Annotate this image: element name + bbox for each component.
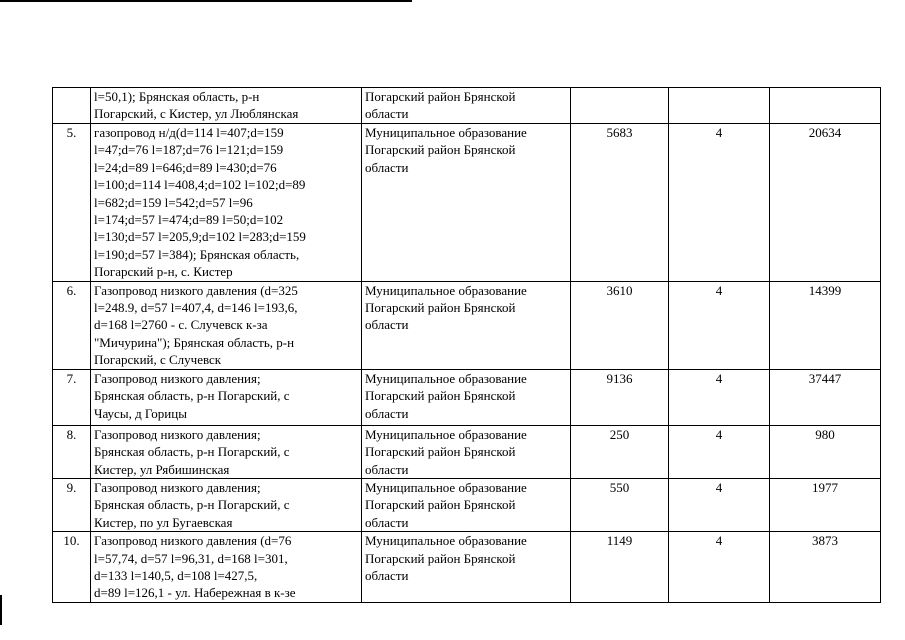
description-line: Погарский р-н, с. Кистер <box>94 264 233 280</box>
row-number: 5. <box>53 124 91 282</box>
top-rule <box>0 0 412 2</box>
category-cell <box>669 88 770 124</box>
description-line: l=24;d=89 l=646;d=89 l=430;d=76 <box>94 159 277 175</box>
owner-line: Муниципальное образование <box>365 125 527 140</box>
owner-line: Погарский район Брянской <box>365 89 516 104</box>
description-line: Газопровод низкого давления (d=325 <box>94 282 298 298</box>
length-cell: 9136 <box>571 369 669 425</box>
owner-line: Погарский район Брянской <box>365 550 516 566</box>
description-line: l=130;d=57 l=205,9;d=102 l=283;d=159 <box>94 229 306 245</box>
pipeline-description <box>91 532 362 603</box>
category-cell: 4 <box>669 478 770 531</box>
description-line: l=47;d=76 l=187;d=76 l=121;d=159 <box>94 142 284 158</box>
owner-line: области <box>365 159 409 175</box>
value-cell: 20634 <box>770 124 881 282</box>
length-cell <box>571 88 669 124</box>
value-cell: 14399 <box>770 281 881 369</box>
owner-cell <box>362 88 571 124</box>
owner-line: области <box>365 567 409 583</box>
table-row <box>53 478 881 531</box>
owner-line: Муниципальное образование <box>365 282 527 298</box>
description-line: l=50,1); Брянская область, р-н <box>94 89 260 104</box>
description-line: Погарский, с Кистер, ул Люблянская <box>94 106 299 122</box>
owner-line: области <box>365 317 409 333</box>
table-row <box>53 88 881 124</box>
owner-line: Муниципальное образование <box>365 370 527 386</box>
pipeline-description <box>91 88 362 124</box>
table-row <box>53 369 881 425</box>
description-line: Кистер, по ул Бугаевская <box>94 514 233 530</box>
description-line: Чаусы, д Горицы <box>94 405 187 421</box>
description-line: l=57,74, d=57 l=96,31, d=168 l=301, <box>94 550 288 566</box>
owner-cell <box>362 369 571 425</box>
owner-line: Погарский район Брянской <box>365 142 516 158</box>
description-line: d=168 l=2760 - с. Случевск к-за <box>94 317 268 333</box>
owner-line: области <box>365 514 409 530</box>
length-cell: 250 <box>571 425 669 478</box>
category-cell: 4 <box>669 281 770 369</box>
pipeline-description <box>91 281 362 369</box>
owner-cell <box>362 124 571 282</box>
category-cell: 4 <box>669 124 770 282</box>
registry-body <box>53 88 881 603</box>
owner-line: Погарский район Брянской <box>365 444 516 460</box>
category-cell: 4 <box>669 425 770 478</box>
owner-cell <box>362 281 571 369</box>
owner-line: Муниципальное образование <box>365 479 527 495</box>
owner-line: области <box>365 106 409 122</box>
owner-line: Погарский район Брянской <box>365 300 516 316</box>
description-line: d=89 l=126,1 - ул. Набережная в к-зе <box>94 585 296 601</box>
description-line: Брянская область, р-н Погарский, с <box>94 388 290 404</box>
value-cell: 3873 <box>770 532 881 603</box>
description-line: Брянская область, р-н Погарский, с <box>94 444 290 460</box>
row-number: 9. <box>53 478 91 531</box>
length-cell: 550 <box>571 478 669 531</box>
description-line: Газопровод низкого давления; <box>94 370 261 386</box>
owner-cell <box>362 425 571 478</box>
description-line: Кистер, ул Рябишинская <box>94 461 230 477</box>
table-row <box>53 532 881 603</box>
value-cell: 980 <box>770 425 881 478</box>
row-number: 8. <box>53 425 91 478</box>
value-cell <box>770 88 881 124</box>
pipeline-description <box>91 478 362 531</box>
table-row <box>53 124 881 282</box>
description-line: Погарский, с Случевск <box>94 352 222 368</box>
description-line: Газопровод низкого давления; <box>94 426 261 442</box>
description-line: l=682;d=159 l=542;d=57 l=96 <box>94 194 253 210</box>
page-edge-mark <box>0 595 2 625</box>
description-line: l=174;d=57 l=474;d=89 l=50;d=102 <box>94 212 284 228</box>
row-number: 10. <box>53 532 91 603</box>
owner-cell <box>362 478 571 531</box>
gas-pipeline-registry-table <box>52 87 881 603</box>
description-line: Газопровод низкого давления; <box>94 479 261 495</box>
owner-cell <box>362 532 571 603</box>
row-number <box>53 88 91 124</box>
table-row <box>53 425 881 478</box>
row-number: 7. <box>53 369 91 425</box>
value-cell: 37447 <box>770 369 881 425</box>
description-line: Брянская область, р-н Погарский, с <box>94 497 290 513</box>
length-cell: 3610 <box>571 281 669 369</box>
row-number: 6. <box>53 281 91 369</box>
owner-line: Погарский район Брянской <box>365 388 516 404</box>
owner-line: Муниципальное образование <box>365 533 527 549</box>
pipeline-description <box>91 369 362 425</box>
description-line: l=100;d=114 l=408,4;d=102 l=102;d=89 <box>94 177 306 193</box>
description-line: газопровод н/д(d=114 l=407;d=159 <box>94 125 284 140</box>
description-line: d=133 l=140,5, d=108 l=427,5, <box>94 567 258 583</box>
description-line: "Мичурина"); Брянская область, р-н <box>94 334 295 350</box>
owner-line: Погарский район Брянской <box>365 497 516 513</box>
owner-line: Муниципальное образование <box>365 426 527 442</box>
owner-line: области <box>365 405 409 421</box>
category-cell: 4 <box>669 532 770 603</box>
pipeline-description <box>91 124 362 282</box>
owner-line: области <box>365 461 409 477</box>
length-cell: 1149 <box>571 532 669 603</box>
description-line: Газопровод низкого давления (d=76 <box>94 533 292 549</box>
category-cell: 4 <box>669 369 770 425</box>
length-cell: 5683 <box>571 124 669 282</box>
description-line: l=190;d=57 l=384); Брянская область, <box>94 246 300 262</box>
table-row <box>53 281 881 369</box>
value-cell: 1977 <box>770 478 881 531</box>
pipeline-description <box>91 425 362 478</box>
description-line: l=248.9, d=57 l=407,4, d=146 l=193,6, <box>94 300 298 316</box>
